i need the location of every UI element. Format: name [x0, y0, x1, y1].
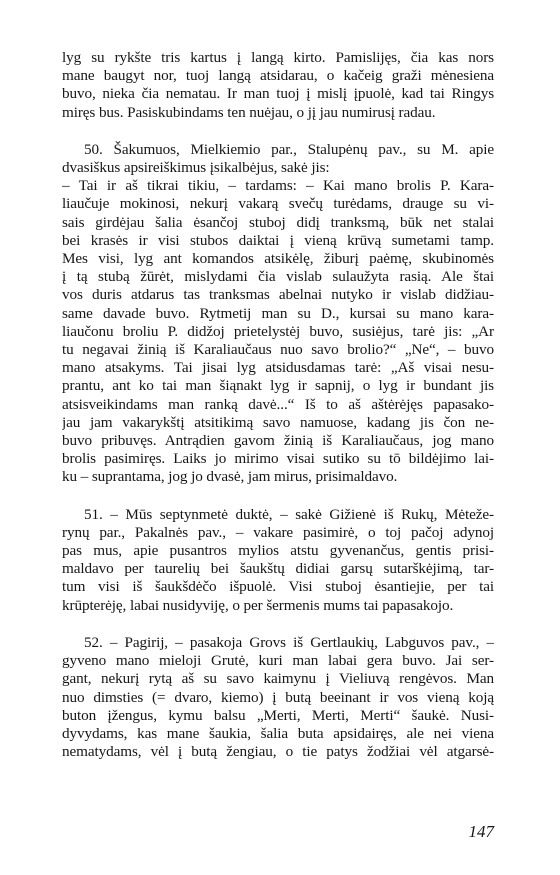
text-line: tu negavai žinią iš Karaliaučaus nuo savo brolio?“ „Ne“, – buvo [62, 341, 494, 359]
text-line: liaučonu broliu P. didžoj prietelystėj buvo, susiėjus, tarė jis: „Ar [62, 322, 494, 340]
text-line: buvo pribuvęs. Antrądien gavom žinią iš Karaliaučaus, jog mano [62, 432, 494, 450]
text-line: – Tai ir aš tikrai tikiu, – tardams: – Kai mano brolis P. Kara- [62, 177, 494, 195]
text-line: same davade buvo. Rytmetij man su D., kursai su mano kara- [62, 304, 494, 322]
text-line: gant, nekurį rytą aš su savo kaimynu į Vieliuvą rengėvos. Man [62, 670, 494, 688]
text-line: 51. – Mūs septynmetė duktė, – sakė Gižienė iš Rukų, Mėteže- [84, 505, 494, 523]
paragraph-52 [62, 634, 494, 761]
text-line: sais girdėjau šalia ėsančoj stuboj didį tranksmą, būk net stalai [62, 213, 494, 231]
text-line: liaučuje mokinosi, nekurį vakarą svečų turėdams, drauge su vi- [62, 195, 494, 213]
paragraph-50 [62, 141, 494, 487]
text-line: prantu, ant ko tai man šiąnakt lyg ir sapnij, o lyg ir bundant jis [62, 377, 494, 395]
text-line: buvo, nieka čia nematau. Ir man tuoj į mislį įpuolė, kad tai Ringys [62, 85, 494, 103]
text-line: bei krasės ir visi stubos daiktai į vieną krūvą sumetami tamp. [62, 231, 494, 249]
text-line: dyvydams, kas mane šaukia, šalia buta apsidairęs, ale nei viena [62, 724, 494, 742]
text-line: 50. Šakumuos, Mielkiemio par., Stalupėnų pav., su M. apie [84, 140, 494, 158]
text-line: miręs bus. Pasiskubindams ten nuėjau, o jį jau numirusį radau. [62, 103, 436, 121]
text-line: 52. – Pagirij, – pasakoja Grovs iš Gertlaukių, Labguvos pav., – [84, 633, 494, 651]
text-line: nematydams, vėl į butą žengiau, o tie patys žodžiai vėl atgarsė- [62, 743, 494, 761]
text-line: mane baugyt nor, tuoj langą atsidarau, o kačeig graži mėnesiena [62, 67, 494, 85]
text-line: tum visi iš šaukšdėčo išpuolė. Visi stuboj ėsantiejie, per tai [62, 578, 494, 596]
text-line: nuo dimsties (= dvaro, kiemo) į butą beeinant ir vos vieną koją [62, 688, 494, 706]
text-line: rynų par., Pakalnės pav., – vakare pasimirė, o toj pačoj adynoj [62, 523, 494, 541]
paragraph-intro [62, 49, 494, 122]
text-line: pas mus, apie pusantros mylios atstu gyvenančus, gentis prisi- [62, 542, 494, 560]
text-line: krūpterėję, labai nusidyviję, o per šermenis mums tai papasakojo. [62, 596, 454, 614]
page-number: 147 [468, 822, 494, 841]
page-text [62, 49, 494, 761]
text-line: mano atsakyms. Tai jisai lyg atsidusdamas tarė: „Aš visai nesu- [62, 359, 494, 377]
text-line: maldavo per taurelių bei šaukštų didiai garsų sutarškėjimą, tar- [62, 560, 494, 578]
text-line: jau jam vakarykštį atsitikimą savo namuose, kadang jis čon ne- [62, 413, 494, 431]
paragraph-51 [62, 506, 494, 615]
text-line: buton įžengus, kymu balsu „Merti, Merti, Merti“ šaukė. Nusi- [62, 706, 494, 724]
text-line: Mes visi, lyg ant komandos atsikėlę, žiburį paėmę, skubinomės [62, 250, 494, 268]
text-line: dvasiškus apsireiškimus įsikalbėjus, sakė jis: [62, 159, 330, 177]
text-line: gyveno mano mieloji Grutė, kuri man labai gera buvo. Jai ser- [62, 652, 494, 670]
text-line: ku – suprantama, jog jo dvasė, jam mirus, prisimaldavo. [62, 468, 398, 486]
text-line: brolis pasimiręs. Laiks jo mirimo visai sutiko su tō bildėjimo lai- [62, 450, 494, 468]
text-line: į tą stubą žūrėt, mislydami čia vislab sulaužyta rasią. Ale štai [62, 268, 494, 286]
text-line: lyg su rykšte tris kartus į langą kirto. Pamislijęs, čia kas nors [62, 49, 494, 66]
text-line: vos duris atdarus tas tranksmas abelnai nutyko ir vislab didžiau- [62, 286, 494, 304]
text-line: atsisveikindams man ranką davė...“ Iš to aš aštėrėjęs papasako- [62, 395, 494, 413]
